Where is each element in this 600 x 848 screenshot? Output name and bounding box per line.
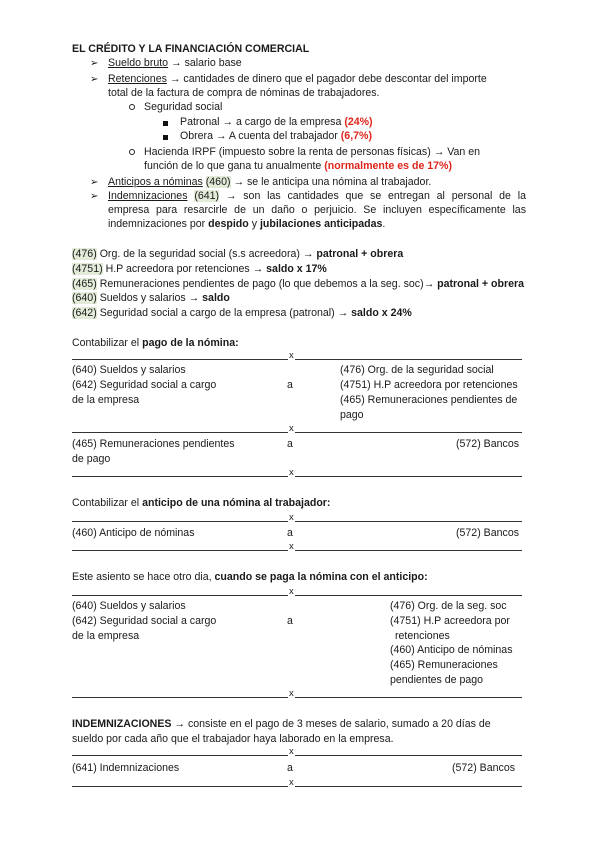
debit-account: de la empresa bbox=[72, 630, 140, 642]
obrera-text: Obrera → A cuenta del trabajador bbox=[180, 130, 338, 142]
journal-a: a bbox=[287, 762, 293, 774]
square-bullet-icon bbox=[163, 135, 168, 140]
credit-account: (572) Bancos bbox=[456, 527, 520, 539]
account-text: Org. de la seguridad social (s.s acreedora) → bbox=[99, 248, 314, 260]
account-formula: saldo x 24% bbox=[351, 307, 412, 319]
patronal-pct: (24%) bbox=[344, 116, 373, 128]
bold-text: despido bbox=[208, 218, 249, 230]
term: Indemnizaciones bbox=[108, 190, 188, 202]
debit-account: (465) Remuneraciones pendientes bbox=[72, 438, 235, 450]
debit-account: (460) Anticipo de nóminas bbox=[72, 527, 195, 539]
account-code: (476) bbox=[72, 248, 97, 260]
circle-bullet-icon bbox=[129, 149, 135, 155]
irpf-pct: (normalmente es de 17%) bbox=[324, 160, 453, 172]
entry-heading bbox=[72, 497, 330, 511]
text: y bbox=[251, 218, 257, 230]
debit-account: (641) Indemnizaciones bbox=[72, 762, 180, 774]
account-formula: saldo x 17% bbox=[266, 263, 327, 275]
journal-rule bbox=[72, 359, 522, 360]
account-text: H.P acreedora por retenciones → bbox=[105, 263, 264, 275]
x-mark: x bbox=[289, 688, 294, 699]
credit-account: pago bbox=[340, 409, 364, 421]
account-text: Seguridad social a cargo de la empresa (patronal) → bbox=[99, 307, 349, 319]
account-code: (460) bbox=[205, 176, 231, 188]
text: indemnizaciones por bbox=[108, 218, 206, 230]
journal-rule bbox=[72, 786, 522, 787]
credit-account: (465) Remuneraciones bbox=[390, 659, 498, 671]
def-retenciones bbox=[108, 73, 487, 87]
bold-text: cuando se paga la nómina con el anticipo: bbox=[214, 571, 428, 583]
seguridad-social-label: Seguridad social bbox=[144, 101, 223, 113]
arrow-bullet-icon: ➢ bbox=[90, 74, 99, 85]
journal-rule bbox=[72, 550, 522, 551]
credit-account: (572) Bancos bbox=[456, 438, 520, 450]
arrow-bullet-icon: ➢ bbox=[90, 191, 99, 202]
x-mark: x bbox=[289, 777, 294, 788]
x-mark: x bbox=[289, 350, 294, 361]
credit-account: (4751) H.P acreedora por retenciones bbox=[340, 379, 518, 391]
definition: → se le anticipa una nómina al trabajador. bbox=[233, 176, 432, 188]
bold-text: anticipo de una nómina al trabajador: bbox=[142, 497, 331, 509]
term: Sueldo bruto bbox=[108, 57, 169, 69]
account-text: Sueldos y salarios → bbox=[99, 292, 200, 304]
text: . bbox=[382, 218, 386, 230]
account-formula: patronal + obrera bbox=[316, 248, 404, 260]
credit-account: (4751) H.P acreedora por bbox=[390, 615, 510, 627]
x-mark: x bbox=[289, 541, 294, 552]
credit-account: retenciones bbox=[395, 630, 450, 642]
debit-account: (640) Sueldos y salarios bbox=[72, 364, 186, 376]
bold-text: pago de la nómina: bbox=[142, 337, 239, 349]
patronal-line bbox=[180, 116, 373, 130]
arrow-bullet-icon: ➢ bbox=[90, 58, 99, 69]
x-mark: x bbox=[289, 512, 294, 523]
definition: → salario base bbox=[171, 57, 242, 69]
definition: → cantidades de dinero que el pagador debe descontar del importe bbox=[169, 73, 487, 85]
page-title: EL CRÉDITO Y LA FINANCIACIÓN COMERCIAL bbox=[72, 43, 310, 55]
irpf-line-cont bbox=[144, 160, 452, 174]
account-code: (642) bbox=[72, 307, 97, 319]
journal-rule bbox=[72, 432, 522, 433]
x-mark: x bbox=[289, 746, 294, 757]
def-indemnizaciones bbox=[108, 190, 526, 204]
journal-a: a bbox=[287, 379, 293, 391]
account-code: (640) bbox=[72, 292, 97, 304]
account-code: (641) bbox=[194, 190, 220, 202]
account-line bbox=[72, 263, 327, 277]
journal-a: a bbox=[287, 438, 293, 450]
account-text: Remuneraciones pendientes de pago (lo que debemos a la seg. soc)→ bbox=[99, 278, 435, 290]
def-indemnizaciones-end bbox=[108, 218, 385, 232]
debit-account: de pago bbox=[72, 453, 111, 465]
circle-bullet-icon bbox=[129, 104, 135, 110]
def-anticipos bbox=[108, 176, 431, 190]
irpf-line: Hacienda IRPF (impuesto sobre la renta de personas físicas) → Van en bbox=[144, 146, 481, 158]
journal-rule bbox=[72, 476, 522, 477]
text: → consiste en el pago de 3 meses de salario, sumado a 20 días de bbox=[174, 718, 491, 730]
patronal-text: Patronal → a cargo de la empresa bbox=[180, 116, 342, 128]
definition: → son las cantidades que se entregan al personal de la bbox=[225, 190, 526, 202]
journal-rule bbox=[72, 595, 522, 596]
credit-account: (465) Remuneraciones pendientes de bbox=[340, 394, 518, 406]
indemnizaciones-text bbox=[72, 718, 491, 732]
account-code: (465) bbox=[72, 278, 97, 290]
term: Anticipos a nóminas bbox=[108, 176, 203, 188]
journal-a: a bbox=[287, 615, 293, 627]
bold-text: jubilaciones anticipadas bbox=[259, 218, 383, 230]
def-sueldo-bruto bbox=[108, 57, 242, 71]
obrera-line bbox=[180, 130, 372, 144]
account-line bbox=[72, 307, 412, 321]
x-mark: x bbox=[289, 423, 294, 434]
indemnizaciones-text-cont: sueldo por cada año que el trabajador haya laborado en la empresa. bbox=[72, 733, 394, 745]
account-line bbox=[72, 278, 524, 292]
debit-account: (642) Seguridad social a cargo bbox=[72, 615, 217, 627]
account-formula: patronal + obrera bbox=[437, 278, 524, 290]
entry-heading bbox=[72, 571, 428, 585]
credit-account: (476) Org. de la seg. soc bbox=[390, 600, 507, 612]
irpf-text: función de lo que gana tu anualmente bbox=[144, 160, 322, 172]
account-line bbox=[72, 248, 403, 262]
x-mark: x bbox=[289, 467, 294, 478]
text: Contabilizar el bbox=[72, 337, 140, 349]
credit-account: pendientes de pago bbox=[390, 674, 484, 686]
credit-account: (476) Org. de la seguridad social bbox=[340, 364, 494, 376]
arrow-bullet-icon: ➢ bbox=[90, 177, 99, 188]
text: Este asiento se hace otro dia, bbox=[72, 571, 212, 583]
journal-rule bbox=[72, 697, 522, 698]
journal-a: a bbox=[287, 527, 293, 539]
journal-rule bbox=[72, 755, 522, 756]
bold-text: INDEMNIZACIONES bbox=[72, 718, 172, 730]
term: Retenciones bbox=[108, 73, 167, 85]
def-retenciones-cont: total de la factura de compra de nóminas de trabajadores. bbox=[108, 87, 380, 99]
credit-account: (460) Anticipo de nóminas bbox=[390, 644, 513, 656]
debit-account: (642) Seguridad social a cargo bbox=[72, 379, 217, 391]
entry-heading bbox=[72, 337, 239, 351]
account-code: (4751) bbox=[72, 263, 103, 275]
journal-rule bbox=[72, 521, 522, 522]
square-bullet-icon bbox=[163, 121, 168, 126]
text: Contabilizar el bbox=[72, 497, 140, 509]
debit-account: de la empresa bbox=[72, 394, 140, 406]
credit-account: (572) Bancos bbox=[452, 762, 516, 774]
def-indemnizaciones-cont: empresa para resarcirle de un daño o perjuicio. Se incluyen específicamente las bbox=[108, 204, 526, 216]
debit-account: (640) Sueldos y salarios bbox=[72, 600, 186, 612]
x-mark: x bbox=[289, 586, 294, 597]
account-line bbox=[72, 292, 230, 306]
account-formula: saldo bbox=[202, 292, 230, 304]
obrera-pct: (6,7%) bbox=[340, 130, 372, 142]
